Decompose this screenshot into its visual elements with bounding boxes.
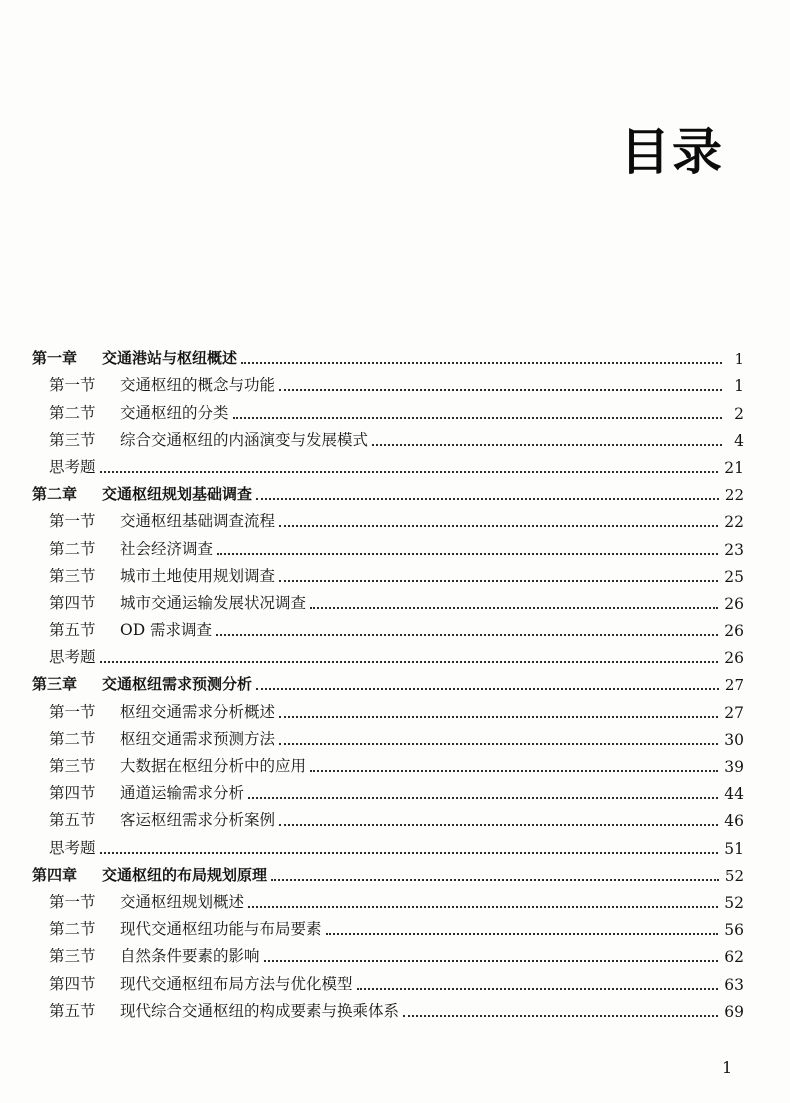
toc-entry-page: 69 [724,1002,744,1021]
toc-section-row [32,998,744,1025]
toc-entry-page: 22 [724,513,744,532]
toc-section-row [32,780,744,807]
toc-entry-label: 第三章 [32,675,78,694]
dot-leader [248,797,718,799]
toc-chapter-row [32,345,744,372]
toc-entry-title: 现代交通枢纽布局方法与优化模型 [120,974,353,993]
toc-entry-label: 第二节 [49,729,96,748]
toc-entry-page: 26 [724,622,744,641]
toc-entry-label: 第一节 [49,892,96,911]
toc-section-row [32,535,744,562]
toc-entry-title: 交通枢纽需求预测分析 [102,675,253,694]
toc-entry-label: 第三节 [49,757,96,775]
toc-entry-title: 通道运输需求分析 [120,784,245,803]
toc-entry-label: 第二节 [49,403,96,422]
toc-section-row [32,970,744,997]
toc-section-row [32,698,744,725]
toc-entry-page: 26 [724,649,744,668]
toc-questions-row [32,454,744,481]
dot-leader [403,1015,718,1017]
toc-section-row [32,916,744,943]
toc-entry-title: 交通枢纽的概念与功能 [120,376,276,395]
toc-section-row [32,889,744,916]
toc-section-row [32,427,744,454]
toc-section-row [32,399,744,426]
toc-entry-page: 52 [724,893,744,912]
toc-entry-page: 56 [724,921,744,940]
toc-questions-row [32,644,744,671]
toc-entry-title: 现代综合交通枢纽的构成要素与换乘体系 [120,1001,400,1020]
toc-section-row [32,807,744,834]
dot-leader [100,471,719,473]
page-title: 目录 [620,123,724,181]
toc-entry-title: 交通枢纽的布局规划原理 [102,865,268,884]
dot-leader [279,824,718,826]
toc-section-row [32,563,744,590]
toc-entry-page: 52 [724,866,744,885]
dot-leader [279,743,718,745]
dot-leader [100,661,719,663]
toc-entry-title: 城市交通运输发展状况调查 [120,593,307,612]
toc-entry-page: 1 [734,377,744,396]
dot-leader [216,634,718,636]
toc-entry-title: 综合交通枢纽的内涵演变与发展模式 [120,430,369,449]
page-number: 1 [722,1058,733,1077]
dot-leader [256,498,719,500]
dot-leader [279,580,718,582]
toc-entry-title: OD 需求调查 [120,621,213,640]
toc-entry-label: 第三节 [49,430,96,449]
toc-entry-label: 第三节 [49,566,96,585]
toc-entry-title: 社会经济调查 [120,539,214,558]
dot-leader [241,362,722,364]
dot-leader [310,770,718,772]
toc-entry-page: 22 [724,486,744,505]
toc-section-row [32,943,744,970]
toc-entry-title: 现代交通枢纽功能与布局要素 [120,920,322,939]
toc-section-row [32,372,744,399]
toc-entry-label: 思考题 [49,457,96,476]
toc-entry-title: 交通枢纽的分类 [120,403,229,422]
toc-section-row [32,617,744,644]
toc-entry-label: 第四节 [49,784,96,803]
toc-entry-page: 26 [724,594,744,613]
dot-leader [310,607,718,609]
toc-entry-page: 25 [724,567,744,586]
toc-entry-page: 1 [734,350,744,369]
toc-entry-title: 自然条件要素的影响 [120,947,260,966]
toc-chapter-row [32,862,744,889]
toc-entry-label: 第一章 [32,349,78,368]
toc-entry-page: 44 [724,785,744,804]
toc-entry-page: 51 [724,839,744,858]
toc-entry-page: 27 [724,676,744,695]
toc-entry-label: 思考题 [49,838,96,857]
dot-leader [233,417,722,419]
toc-entry-title: 枢纽交通需求预测方法 [120,729,276,748]
toc-entry-title: 交通枢纽规划基础调查 [102,485,253,504]
toc-entry-label: 第三节 [49,947,96,966]
dot-leader [372,444,722,446]
toc-entry-page: 39 [724,758,744,776]
dot-leader [279,716,718,718]
toc-section-row [32,508,744,535]
toc-entry-title: 城市土地使用规划调查 [120,566,276,585]
toc-entry-label: 第五节 [49,621,96,640]
toc-entry-label: 第五节 [49,811,96,830]
toc-entry-label: 第四章 [32,865,78,884]
toc-entry-label: 第二节 [49,539,96,558]
toc-entry-page: 23 [724,540,744,559]
toc-entry-label: 第四节 [49,593,96,612]
toc-entry-title: 交通港站与枢纽概述 [102,349,238,368]
toc-entry-label: 思考题 [49,648,96,667]
toc-entry-title: 交通枢纽基础调查流程 [120,512,276,531]
toc-entry-label: 第一节 [49,376,96,395]
toc-entry-title: 大数据在枢纽分析中的应用 [120,757,307,775]
toc-entry-page: 63 [724,975,744,994]
toc-section-row [32,726,744,753]
toc-entry-page: 46 [724,812,744,831]
toc-section-row [32,753,744,780]
toc-entry-page: 27 [724,703,744,722]
dot-leader [326,933,719,935]
toc-chapter-row [32,671,744,698]
dot-leader [279,389,722,391]
dot-leader [357,988,719,990]
toc-entry-title: 交通枢纽规划概述 [120,892,245,911]
toc-entry-page: 30 [724,730,744,749]
toc-entry-label: 第一节 [49,512,96,531]
toc-entry-page: 2 [734,404,744,423]
toc-entry-page: 21 [724,458,744,477]
toc-section-row [32,590,744,617]
toc-entry-page: 62 [724,948,744,967]
table-of-contents [32,345,744,1025]
toc-entry-label: 第四节 [49,974,96,993]
dot-leader [217,553,718,555]
dot-leader [256,688,719,690]
dot-leader [100,852,719,854]
toc-entry-page: 4 [734,431,744,450]
toc-chapter-row [32,481,744,508]
toc-entry-title: 枢纽交通需求分析概述 [120,702,276,721]
toc-entry-label: 第二章 [32,485,78,504]
toc-entry-label: 第二节 [49,920,96,939]
dot-leader [271,879,719,881]
toc-entry-label: 第一节 [49,702,96,721]
toc-questions-row [32,834,744,861]
toc-entry-label: 第五节 [49,1001,96,1020]
dot-leader [264,960,719,962]
dot-leader [279,525,718,527]
toc-entry-title: 客运枢纽需求分析案例 [120,811,276,830]
dot-leader [248,906,718,908]
